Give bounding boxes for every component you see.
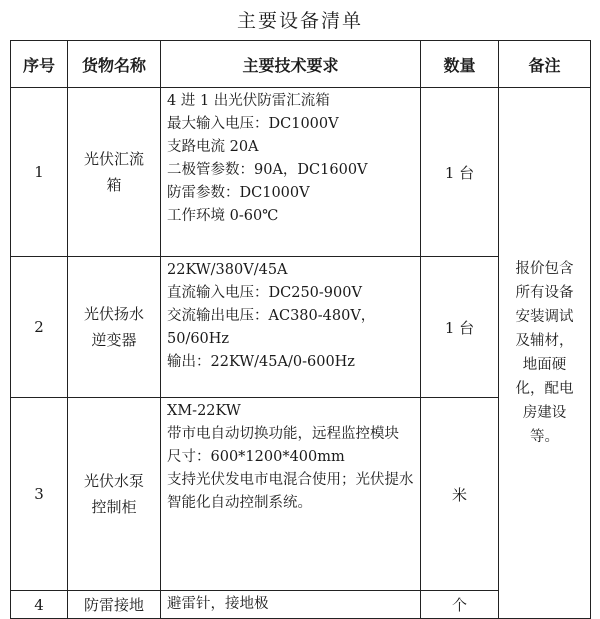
- spec-line: 最大输入电压：DC1000V: [167, 116, 339, 132]
- row-name: [68, 398, 161, 591]
- page-title: 主要设备清单: [236, 10, 363, 32]
- spec-line: 防雷参数：DC1000V: [167, 185, 310, 201]
- spec-line: 二极管参数：90A，DC1600V: [167, 162, 368, 178]
- header-qty: 数量: [421, 41, 499, 88]
- header-spec: 主要技术要求: [161, 41, 421, 88]
- header-note: 备注: [499, 41, 591, 88]
- row-name-text: 光伏扬水逆变器: [83, 305, 144, 349]
- row-name-text: 光伏水泵控制柜: [83, 472, 144, 516]
- row-no: 3: [11, 398, 68, 591]
- table-header-row: [11, 41, 591, 88]
- row-spec: [161, 88, 421, 257]
- spec-line: 交流输出电压：AC380-480V，50/60Hz: [167, 308, 376, 347]
- row-qty: 1 台: [421, 257, 499, 398]
- spec-line: 输出：22KW/45A/0-600Hz: [167, 354, 355, 370]
- row-no: 1: [11, 88, 68, 257]
- row-no: 2: [11, 257, 68, 398]
- row-qty: 个: [421, 591, 499, 619]
- spec-line: 带市电自动切换功能，远程监控模块: [167, 426, 399, 442]
- spec-line: 工作环境 0-60℃: [167, 208, 279, 224]
- spec-line: 4 进 1 出光伏防雷汇流箱: [167, 93, 330, 109]
- row-name: 防雷接地: [68, 591, 161, 619]
- spec-line: 尺寸：600*1200*400mm: [167, 449, 345, 465]
- row-spec: [161, 257, 421, 398]
- row-name: [68, 88, 161, 257]
- header-no: 序号: [11, 41, 68, 88]
- spec-line: 22KW/380V/45A: [167, 262, 288, 278]
- spec-line: 支路电流 20A: [167, 139, 259, 155]
- row-name: [68, 257, 161, 398]
- row-spec: [161, 398, 421, 591]
- table-row: [11, 88, 591, 257]
- row-qty: 米: [421, 398, 499, 591]
- spec-line: 支持光伏发电市电混合使用；光伏提水智能化自动控制系统。: [167, 472, 414, 511]
- spec-line: XM-22KW: [167, 403, 241, 419]
- spec-line: 避雷针，接地极: [167, 596, 269, 612]
- row-name-text: 光伏汇流箱: [83, 150, 144, 194]
- row-no: 4: [11, 591, 68, 619]
- spec-line: 直流输入电压：DC250-900V: [167, 285, 362, 301]
- header-name: 货物名称: [68, 41, 161, 88]
- row-note: 报价包含所有设备安装调试及辅材，地面硬化，配电房建设等。: [499, 88, 591, 619]
- row-spec: [161, 591, 421, 619]
- equipment-table: [10, 40, 591, 619]
- row-qty: 1 台: [421, 88, 499, 257]
